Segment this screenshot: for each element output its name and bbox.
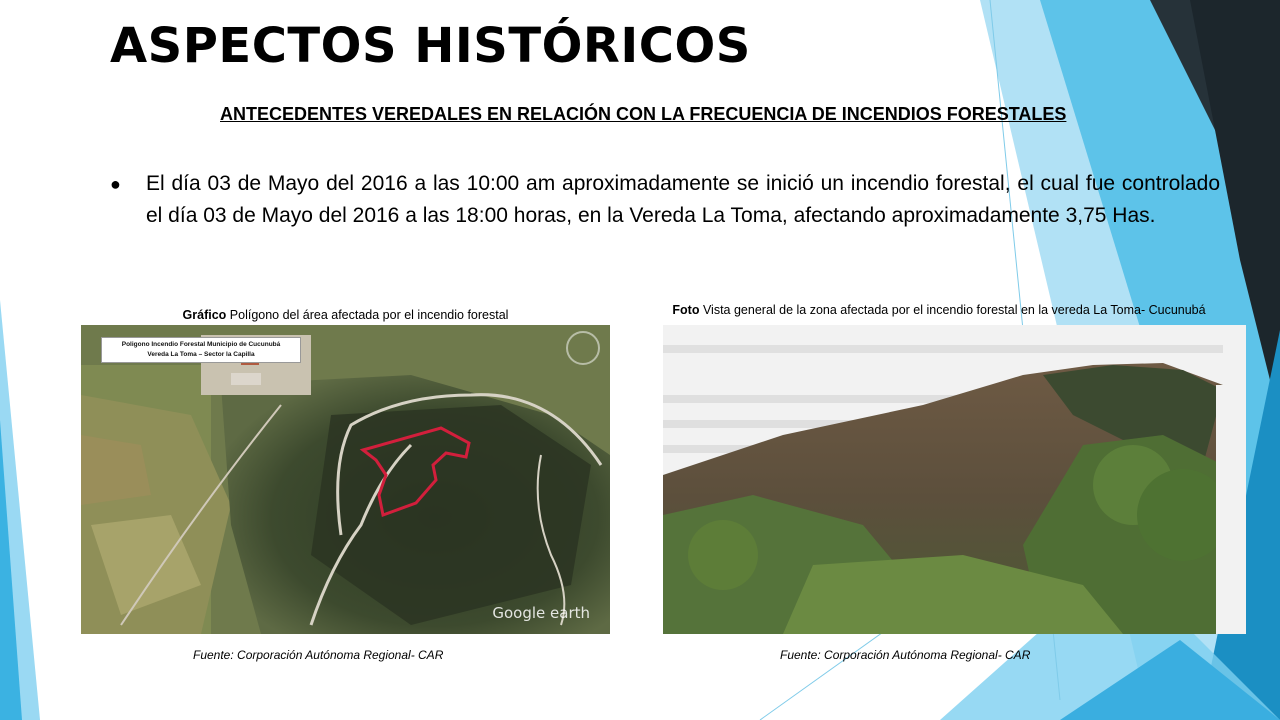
- bullet-icon: ●: [110, 174, 121, 194]
- map-caption: [81, 306, 610, 324]
- hillside-photo: [663, 325, 1246, 634]
- map-source: Fuente: Corporación Autónoma Regional- CAR: [193, 648, 444, 662]
- hillside-photo-graphic: [663, 325, 1246, 634]
- bullet-text: El día 03 de Mayo del 2016 a las 10:00 am aproximadamente se inició un incendio forestal, el cual fue controlado el día 03 de Mayo del 2016 a las 18:00 horas, en la Vereda La Toma, afectando aproximadamente 3,75 Has.: [146, 172, 1220, 227]
- google-earth-watermark: Google earth: [492, 604, 590, 622]
- compass-icon: [566, 331, 600, 365]
- slide-title: ASPECTOS HISTÓRICOS: [110, 18, 751, 74]
- map-label: [101, 337, 301, 363]
- satellite-map-graphic: [81, 325, 610, 634]
- bullet-item: [104, 168, 1220, 232]
- slide-subtitle: ANTECEDENTES VEREDALES EN RELACIÓN CON LA FRECUENCIA DE INCENDIOS FORESTALES: [220, 104, 1067, 124]
- map-label-line1: Poligono Incendio Forestal Municipio de Cucunubá: [121, 341, 281, 348]
- satellite-map-image: [81, 325, 610, 634]
- photo-caption-bold: Foto: [672, 303, 700, 317]
- map-label-line2: Vereda La Toma – Sector la Capilla: [147, 351, 255, 358]
- bullet-list: [104, 168, 1220, 232]
- photo-source: Fuente: Corporación Autónoma Regional- CAR: [780, 648, 1031, 662]
- map-caption-bold: Gráfico: [182, 308, 227, 322]
- photo-caption-text: Vista general de la zona afectada por el incendio forestal en la vereda La Toma- Cucunubá: [699, 303, 1206, 317]
- photo-caption: [650, 301, 1228, 319]
- map-caption-text: Polígono del área afectada por el incendio forestal: [226, 308, 509, 322]
